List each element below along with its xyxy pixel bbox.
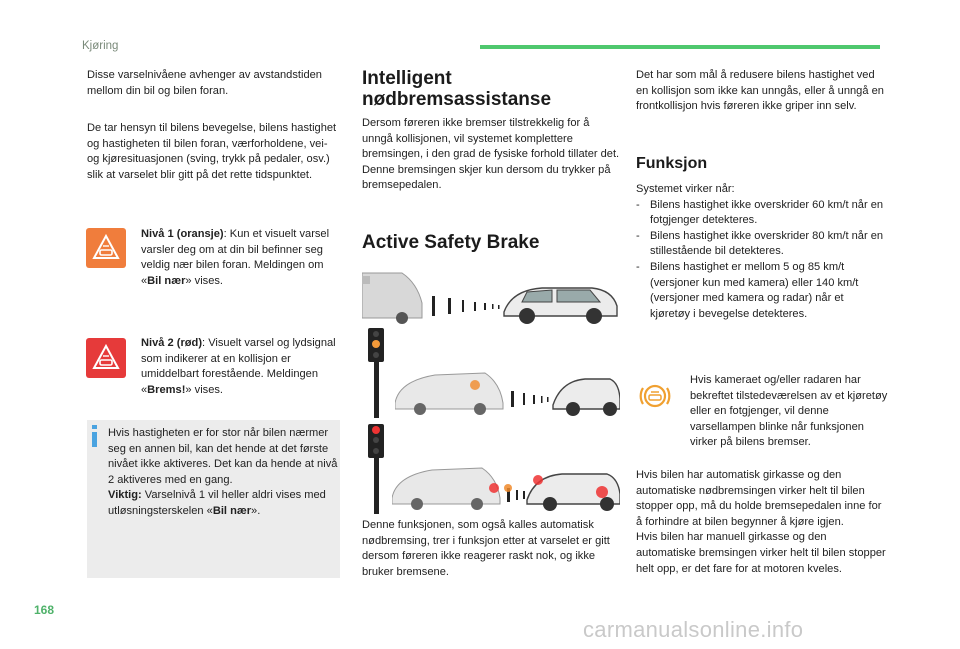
header-accent-bar [480,45,880,49]
page-number: 168 [34,603,55,617]
section-title-intelligent-brake: Intelligent nødbremsassistanse [362,68,552,110]
active-safety-brake-description: Denne funksjonen, som også kalles automatisk nødbremsing, trer i funksjon etter at varselet er gitt dersom føreren ikke reagerer raskt nok, og ikke bruker bremsene. [362,519,610,578]
info-icon [91,425,100,447]
camera-radar-note: Hvis kameraet og/eller radaren har bekreftet tilstedeværelsen av et kjøretøy eller en fotgjenger, vil denne varsellampen blinke når funksjonen virker på bilens bremser. [690,374,888,449]
collision-warning-red-icon [86,338,126,378]
level1-title: Nivå 1 (oransje) [141,228,224,240]
traffic-light-red-icon [366,424,388,514]
illustration-car-following-car [362,268,622,328]
level2-description: Nivå 2 (rød): Visuelt varsel og lydsignal som indikerer at en kollisjon er umiddelbart forestående. Meldingen «Brems!» vises. [141,337,336,396]
note-important-label: Viktig: [108,489,142,501]
illustration-car-emergency-braking [392,458,620,513]
section-title-funksjon: Funksjon [636,155,708,172]
level2-title: Nivå 2 (rød) [141,337,203,349]
condition-item: - Bilens hastighet ikke overskrider 80 km/t når en stillestående bil detekteres. [636,229,886,260]
condition-item: - Bilens hastighet er mellom 5 og 85 km/t (versjoner kun med kamera) eller 140 km/t (versjoner med kamera og radar) når et kjøretøy i bevegelse detekteres. [636,260,886,322]
watermark: carmanualsonline.info [583,617,804,642]
section-title-active-safety-brake: Active Safety Brake [362,232,540,253]
gearbox-paragraph: Hvis bilen har automatisk girkasse og den automatiske nødbremsingen virker helt til bilen stopper opp, må du holde bremsepedalen inne for å forhindre at bilen begynner å kjøre igjen. Hvis bilen har manuell girkasse og den automatiske bremsingen virker helt til bilen stopper helt opp, er det fare for at motoren kveles. [636,469,886,575]
illustration-car-warning-level1 [395,363,620,418]
brake-assist-intro: Dersom føreren ikke bremser tilstrekkelig for å unngå kollisjonen, vil systemet komplettere bremsingen, i den grad de fysiske forhold tillater det. Denne bremsingen skjer kun dersom du trykker på bremsepedalen. [362,117,620,192]
level1-message: Bil nær [147,274,186,287]
note-text: Hvis hastigheten er for stor når bilen nærmer seg en annen bil, kan det hende at det første nivået ikke aktiveres. Det kan da hende at nivå 2 aktiveres med en gang. Viktig: Varselnivå 1 vil heller aldri vises med utløsningsterskelen «Bil nær». [108,427,338,517]
condition-item: - Bilens hastighet ikke overskrider 60 km/t når en fotgjenger detekteres. [636,198,886,229]
intro-paragraph-2: De tar hensyn til bilens bevegelse, bilens hastighet og hastigheten til bilen foran, værforholdene, vei- og kjøresituasjonen (sving, trykk på pedaler, osv.) slik at varselet blir gitt på det rette tidspunktet. [87,122,337,181]
intro-paragraph-1: Disse varselnivåene avhenger av avstandstiden mellom din bil og bilen foran. [87,69,322,97]
section-header-title: Kjøring [82,40,119,52]
operating-conditions [636,182,886,322]
collision-warning-orange-icon [86,228,126,268]
note-message: Bil nær [212,504,252,517]
active-safety-brake-warning-icon [637,378,673,414]
level1-description: Nivå 1 (oransje): Kun et visuelt varsel varsler deg om at din bil befinner seg veldig nær bilen foran. Meldingen om «Bil nær» vises. [141,228,330,287]
right-intro-paragraph: Det har som mål å redusere bilens hastighet ved en kollisjon som ikke kan unngås, eller å unngå en frontkollisjon hvis føreren ikke griper inn selv. [636,69,884,113]
level2-message: Brems! [147,383,186,396]
traffic-light-orange-icon [366,328,388,418]
operating-conditions-intro: Systemet virker når: [636,183,735,195]
